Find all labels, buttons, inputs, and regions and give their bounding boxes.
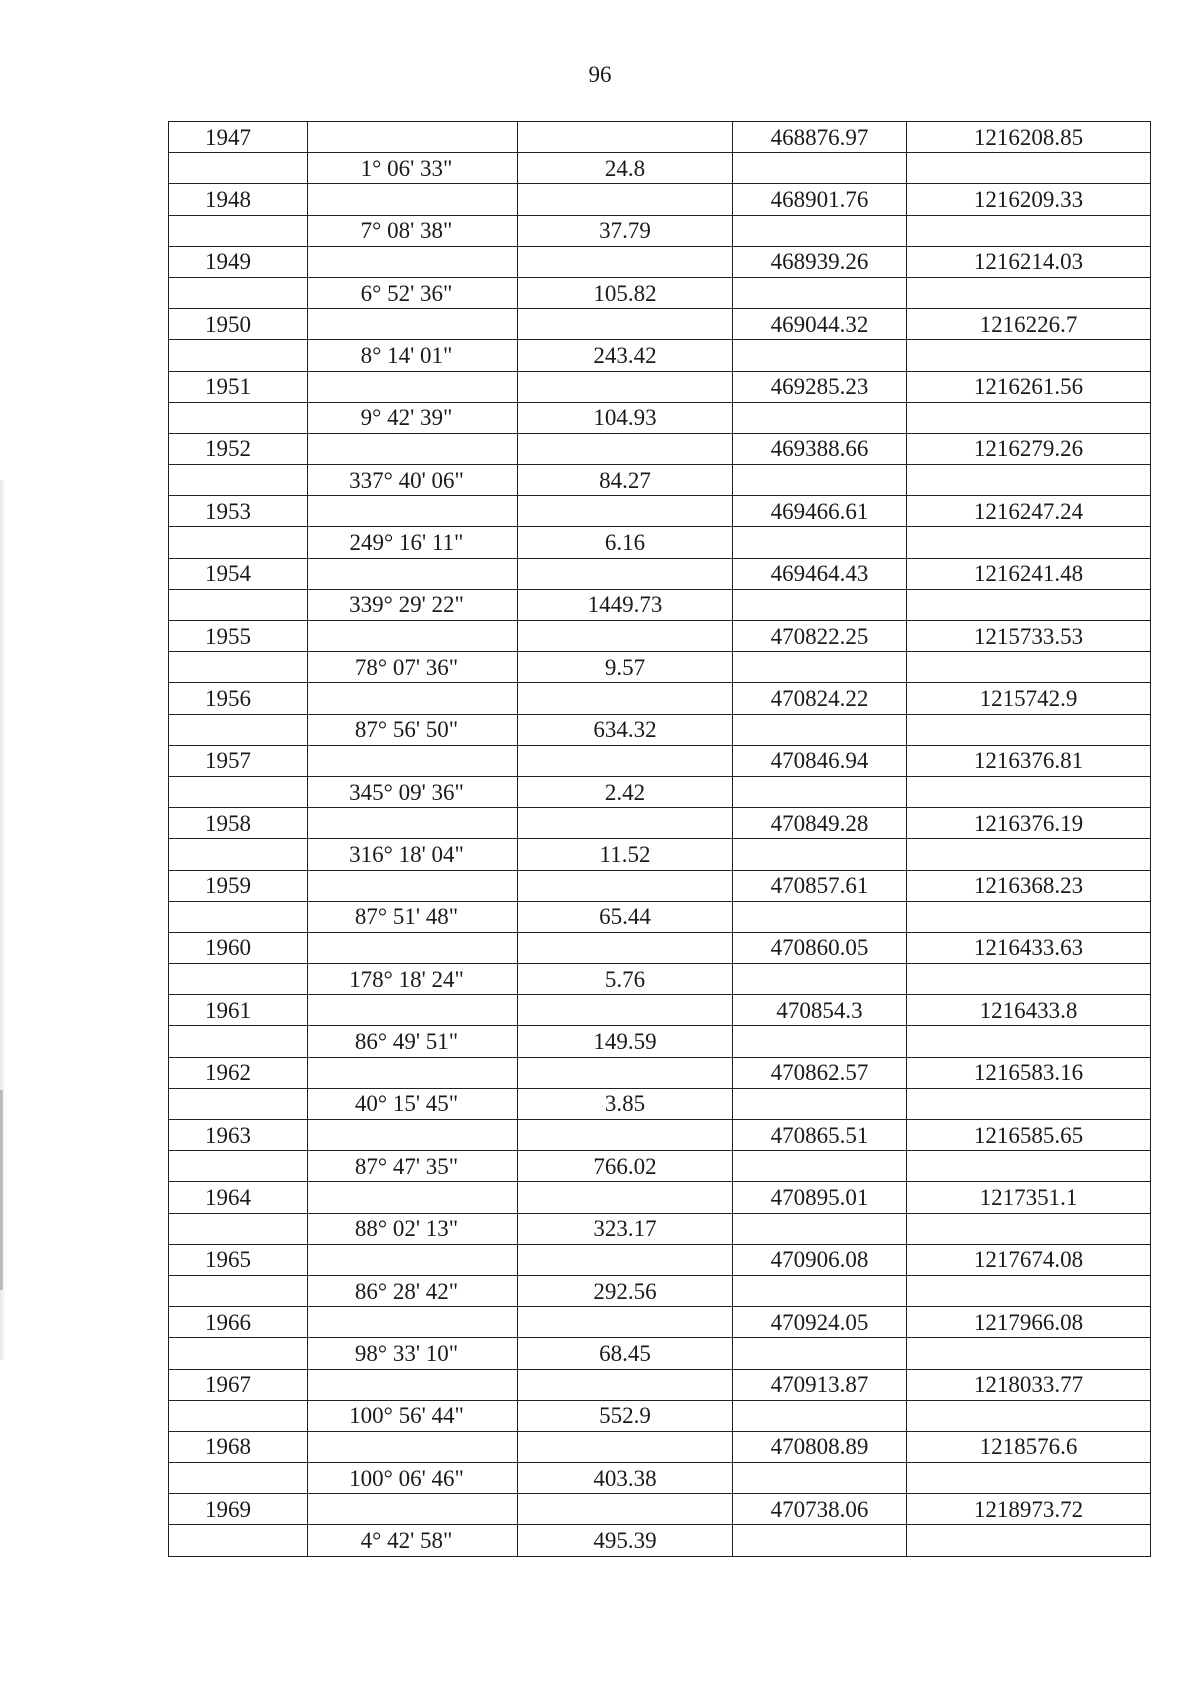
northing-cell: 469466.61: [733, 496, 907, 527]
easting-cell: [907, 1525, 1151, 1556]
table-row: [169, 246, 1151, 277]
distance-cell: 6.16: [518, 527, 733, 558]
station-cell: 1957: [169, 745, 308, 776]
easting-cell: [907, 215, 1151, 246]
distance-cell: [518, 1182, 733, 1213]
station-cell: [169, 964, 308, 995]
distance-cell: 104.93: [518, 402, 733, 433]
easting-cell: 1216376.19: [907, 808, 1151, 839]
distance-cell: [518, 1120, 733, 1151]
distance-cell: 292.56: [518, 1275, 733, 1306]
table-row: [169, 1525, 1151, 1556]
northing-cell: 470913.87: [733, 1369, 907, 1400]
northing-cell: [733, 839, 907, 870]
bearing-cell: 345° 09' 36": [308, 776, 518, 807]
table-row: [169, 215, 1151, 246]
table-row: [169, 371, 1151, 402]
bearing-cell: [308, 558, 518, 589]
table-row: [169, 402, 1151, 433]
easting-cell: [907, 1151, 1151, 1182]
easting-cell: 1216241.48: [907, 558, 1151, 589]
distance-cell: [518, 371, 733, 402]
bearing-cell: 98° 33' 10": [308, 1338, 518, 1369]
easting-cell: [907, 277, 1151, 308]
bearing-cell: 249° 16' 11": [308, 527, 518, 558]
station-cell: [169, 652, 308, 683]
station-cell: 1963: [169, 1120, 308, 1151]
distance-cell: 3.85: [518, 1088, 733, 1119]
northing-cell: 470849.28: [733, 808, 907, 839]
easting-cell: [907, 1463, 1151, 1494]
easting-cell: 1216368.23: [907, 870, 1151, 901]
table-row: [169, 1431, 1151, 1462]
distance-cell: [518, 808, 733, 839]
table-row: [169, 1494, 1151, 1525]
station-cell: [169, 402, 308, 433]
station-cell: 1967: [169, 1369, 308, 1400]
northing-cell: 468876.97: [733, 122, 907, 153]
table-row: [169, 1213, 1151, 1244]
northing-cell: [733, 776, 907, 807]
northing-cell: [733, 964, 907, 995]
station-cell: 1949: [169, 246, 308, 277]
bearing-cell: [308, 496, 518, 527]
bearing-cell: [308, 621, 518, 652]
easting-cell: 1216247.24: [907, 496, 1151, 527]
distance-cell: [518, 1307, 733, 1338]
easting-cell: 1216433.8: [907, 995, 1151, 1026]
distance-cell: 1449.73: [518, 589, 733, 620]
northing-cell: [733, 1088, 907, 1119]
easting-cell: 1216433.63: [907, 932, 1151, 963]
easting-cell: 1216208.85: [907, 122, 1151, 153]
easting-cell: [907, 1213, 1151, 1244]
table-row: [169, 277, 1151, 308]
bearing-cell: 7° 08' 38": [308, 215, 518, 246]
bearing-cell: 6° 52' 36": [308, 277, 518, 308]
northing-cell: 470924.05: [733, 1307, 907, 1338]
table-row: [169, 153, 1151, 184]
northing-cell: [733, 402, 907, 433]
table-row: [169, 1120, 1151, 1151]
station-cell: [169, 1338, 308, 1369]
station-cell: [169, 714, 308, 745]
table-row: [169, 839, 1151, 870]
table-row: [169, 1244, 1151, 1275]
table-row: [169, 1088, 1151, 1119]
bearing-cell: 88° 02' 13": [308, 1213, 518, 1244]
station-cell: 1959: [169, 870, 308, 901]
distance-cell: [518, 433, 733, 464]
station-cell: 1956: [169, 683, 308, 714]
northing-cell: [733, 1213, 907, 1244]
distance-cell: 105.82: [518, 277, 733, 308]
easting-cell: [907, 839, 1151, 870]
easting-cell: 1216279.26: [907, 433, 1151, 464]
distance-cell: [518, 1244, 733, 1275]
table-row: [169, 808, 1151, 839]
table-row: [169, 1057, 1151, 1088]
station-cell: [169, 215, 308, 246]
station-cell: [169, 1151, 308, 1182]
northing-cell: 470738.06: [733, 1494, 907, 1525]
easting-cell: [907, 589, 1151, 620]
bearing-cell: 86° 49' 51": [308, 1026, 518, 1057]
bearing-cell: 78° 07' 36": [308, 652, 518, 683]
northing-cell: 469285.23: [733, 371, 907, 402]
bearing-cell: 178° 18' 24": [308, 964, 518, 995]
distance-cell: [518, 184, 733, 215]
bearing-cell: 87° 47' 35": [308, 1151, 518, 1182]
easting-cell: [907, 1338, 1151, 1369]
table-row: [169, 932, 1151, 963]
table-row: [169, 745, 1151, 776]
easting-cell: 1218576.6: [907, 1431, 1151, 1462]
easting-cell: 1217351.1: [907, 1182, 1151, 1213]
station-cell: [169, 1400, 308, 1431]
station-cell: [169, 589, 308, 620]
bearing-cell: 1° 06' 33": [308, 153, 518, 184]
distance-cell: 766.02: [518, 1151, 733, 1182]
bearing-cell: [308, 995, 518, 1026]
table-row: [169, 1026, 1151, 1057]
distance-cell: [518, 558, 733, 589]
station-cell: 1961: [169, 995, 308, 1026]
table-row: [169, 714, 1151, 745]
bearing-cell: [308, 1431, 518, 1462]
easting-cell: [907, 1400, 1151, 1431]
station-cell: [169, 465, 308, 496]
distance-cell: 24.8: [518, 153, 733, 184]
easting-cell: [907, 714, 1151, 745]
station-cell: 1954: [169, 558, 308, 589]
table-row: [169, 1151, 1151, 1182]
bearing-cell: [308, 1244, 518, 1275]
bearing-cell: [308, 1369, 518, 1400]
station-cell: 1947: [169, 122, 308, 153]
table-row: [169, 1182, 1151, 1213]
northing-cell: 470862.57: [733, 1057, 907, 1088]
distance-cell: [518, 1057, 733, 1088]
northing-cell: 470824.22: [733, 683, 907, 714]
easting-cell: 1218033.77: [907, 1369, 1151, 1400]
table-row: [169, 309, 1151, 340]
distance-cell: 84.27: [518, 465, 733, 496]
station-cell: 1964: [169, 1182, 308, 1213]
northing-cell: 468939.26: [733, 246, 907, 277]
distance-cell: 37.79: [518, 215, 733, 246]
northing-cell: 470854.3: [733, 995, 907, 1026]
easting-cell: 1217674.08: [907, 1244, 1151, 1275]
bearing-cell: [308, 1057, 518, 1088]
bearing-cell: 87° 51' 48": [308, 901, 518, 932]
northing-cell: [733, 1525, 907, 1556]
table-row: [169, 589, 1151, 620]
northing-cell: 470808.89: [733, 1431, 907, 1462]
easting-cell: [907, 1275, 1151, 1306]
bearing-cell: [308, 808, 518, 839]
easting-cell: 1215742.9: [907, 683, 1151, 714]
table-row: [169, 683, 1151, 714]
bearing-cell: [308, 745, 518, 776]
bearing-cell: [308, 433, 518, 464]
distance-cell: 5.76: [518, 964, 733, 995]
easting-cell: 1216209.33: [907, 184, 1151, 215]
bearing-cell: 87° 56' 50": [308, 714, 518, 745]
table-row: [169, 527, 1151, 558]
easting-cell: [907, 964, 1151, 995]
station-cell: [169, 1463, 308, 1494]
distance-cell: 149.59: [518, 1026, 733, 1057]
distance-cell: [518, 745, 733, 776]
station-cell: 1951: [169, 371, 308, 402]
distance-cell: 243.42: [518, 340, 733, 371]
northing-cell: 470846.94: [733, 745, 907, 776]
bearing-cell: [308, 122, 518, 153]
station-cell: 1968: [169, 1431, 308, 1462]
easting-cell: [907, 340, 1151, 371]
traverse-table: [168, 121, 1151, 1557]
distance-cell: 495.39: [518, 1525, 733, 1556]
bearing-cell: [308, 870, 518, 901]
table-row: [169, 901, 1151, 932]
easting-cell: 1216585.65: [907, 1120, 1151, 1151]
easting-cell: 1216376.81: [907, 745, 1151, 776]
table-row: [169, 1400, 1151, 1431]
northing-cell: 470906.08: [733, 1244, 907, 1275]
distance-cell: [518, 1431, 733, 1462]
northing-cell: 470860.05: [733, 932, 907, 963]
northing-cell: [733, 527, 907, 558]
easting-cell: [907, 1026, 1151, 1057]
distance-cell: [518, 496, 733, 527]
table-row: [169, 1369, 1151, 1400]
easting-cell: [907, 527, 1151, 558]
scan-edge-artifact: [0, 1090, 3, 1290]
station-cell: [169, 1525, 308, 1556]
bearing-cell: 4° 42' 58": [308, 1525, 518, 1556]
distance-cell: 323.17: [518, 1213, 733, 1244]
station-cell: 1965: [169, 1244, 308, 1275]
station-cell: [169, 1088, 308, 1119]
distance-cell: 2.42: [518, 776, 733, 807]
bearing-cell: [308, 1307, 518, 1338]
table-row: [169, 184, 1151, 215]
distance-cell: 552.9: [518, 1400, 733, 1431]
northing-cell: 470895.01: [733, 1182, 907, 1213]
bearing-cell: 100° 06' 46": [308, 1463, 518, 1494]
bearing-cell: [308, 1494, 518, 1525]
easting-cell: 1215733.53: [907, 621, 1151, 652]
northing-cell: [733, 1026, 907, 1057]
northing-cell: 470822.25: [733, 621, 907, 652]
station-cell: 1953: [169, 496, 308, 527]
table-row: [169, 1463, 1151, 1494]
bearing-cell: [308, 184, 518, 215]
distance-cell: [518, 621, 733, 652]
easting-cell: [907, 776, 1151, 807]
bearing-cell: 100° 56' 44": [308, 1400, 518, 1431]
distance-cell: [518, 870, 733, 901]
distance-cell: 65.44: [518, 901, 733, 932]
distance-cell: [518, 309, 733, 340]
northing-cell: [733, 153, 907, 184]
station-cell: 1952: [169, 433, 308, 464]
easting-cell: [907, 901, 1151, 932]
table-row: [169, 995, 1151, 1026]
station-cell: [169, 277, 308, 308]
distance-cell: [518, 1369, 733, 1400]
northing-cell: 470857.61: [733, 870, 907, 901]
northing-cell: 469464.43: [733, 558, 907, 589]
station-cell: [169, 1275, 308, 1306]
easting-cell: [907, 652, 1151, 683]
station-cell: 1955: [169, 621, 308, 652]
station-cell: [169, 776, 308, 807]
easting-cell: 1218973.72: [907, 1494, 1151, 1525]
northing-cell: [733, 340, 907, 371]
easting-cell: [907, 153, 1151, 184]
distance-cell: 9.57: [518, 652, 733, 683]
northing-cell: [733, 465, 907, 496]
bearing-cell: 9° 42' 39": [308, 402, 518, 433]
table-row: [169, 433, 1151, 464]
distance-cell: 403.38: [518, 1463, 733, 1494]
easting-cell: 1216583.16: [907, 1057, 1151, 1088]
easting-cell: 1216214.03: [907, 246, 1151, 277]
northing-cell: 470865.51: [733, 1120, 907, 1151]
distance-cell: [518, 932, 733, 963]
bearing-cell: 86° 28' 42": [308, 1275, 518, 1306]
easting-cell: [907, 465, 1151, 496]
distance-cell: 68.45: [518, 1338, 733, 1369]
station-cell: 1948: [169, 184, 308, 215]
northing-cell: [733, 652, 907, 683]
station-cell: [169, 527, 308, 558]
table-row: [169, 558, 1151, 589]
table-row: [169, 621, 1151, 652]
station-cell: [169, 901, 308, 932]
bearing-cell: [308, 246, 518, 277]
station-cell: 1969: [169, 1494, 308, 1525]
table-row: [169, 964, 1151, 995]
bearing-cell: [308, 371, 518, 402]
northing-cell: [733, 1275, 907, 1306]
bearing-cell: 337° 40' 06": [308, 465, 518, 496]
northing-cell: [733, 589, 907, 620]
bearing-cell: [308, 309, 518, 340]
distance-cell: [518, 1494, 733, 1525]
northing-cell: 469388.66: [733, 433, 907, 464]
distance-cell: 634.32: [518, 714, 733, 745]
traverse-table-body: [169, 122, 1151, 1557]
station-cell: 1950: [169, 309, 308, 340]
station-cell: [169, 340, 308, 371]
distance-cell: 11.52: [518, 839, 733, 870]
station-cell: [169, 153, 308, 184]
bearing-cell: 339° 29' 22": [308, 589, 518, 620]
station-cell: [169, 839, 308, 870]
easting-cell: [907, 402, 1151, 433]
table-row: [169, 1338, 1151, 1369]
northing-cell: [733, 901, 907, 932]
distance-cell: [518, 122, 733, 153]
distance-cell: [518, 995, 733, 1026]
bearing-cell: 316° 18' 04": [308, 839, 518, 870]
northing-cell: 469044.32: [733, 309, 907, 340]
station-cell: 1962: [169, 1057, 308, 1088]
easting-cell: [907, 1088, 1151, 1119]
station-cell: 1958: [169, 808, 308, 839]
station-cell: [169, 1213, 308, 1244]
bearing-cell: [308, 932, 518, 963]
easting-cell: 1216261.56: [907, 371, 1151, 402]
table-row: [169, 776, 1151, 807]
easting-cell: 1217966.08: [907, 1307, 1151, 1338]
table-row: [169, 870, 1151, 901]
northing-cell: [733, 1151, 907, 1182]
northing-cell: [733, 277, 907, 308]
northing-cell: [733, 1463, 907, 1494]
table-row: [169, 1307, 1151, 1338]
table-row: [169, 496, 1151, 527]
northing-cell: 468901.76: [733, 184, 907, 215]
northing-cell: [733, 215, 907, 246]
station-cell: 1966: [169, 1307, 308, 1338]
table-row: [169, 340, 1151, 371]
station-cell: [169, 1026, 308, 1057]
northing-cell: [733, 1400, 907, 1431]
easting-cell: 1216226.7: [907, 309, 1151, 340]
distance-cell: [518, 683, 733, 714]
bearing-cell: [308, 683, 518, 714]
bearing-cell: 40° 15' 45": [308, 1088, 518, 1119]
bearing-cell: [308, 1120, 518, 1151]
table-row: [169, 652, 1151, 683]
northing-cell: [733, 1338, 907, 1369]
table-row: [169, 465, 1151, 496]
bearing-cell: 8° 14' 01": [308, 340, 518, 371]
table-row: [169, 1275, 1151, 1306]
station-cell: 1960: [169, 932, 308, 963]
distance-cell: [518, 246, 733, 277]
table-row: [169, 122, 1151, 153]
bearing-cell: [308, 1182, 518, 1213]
northing-cell: [733, 714, 907, 745]
page-number: 96: [588, 62, 612, 87]
